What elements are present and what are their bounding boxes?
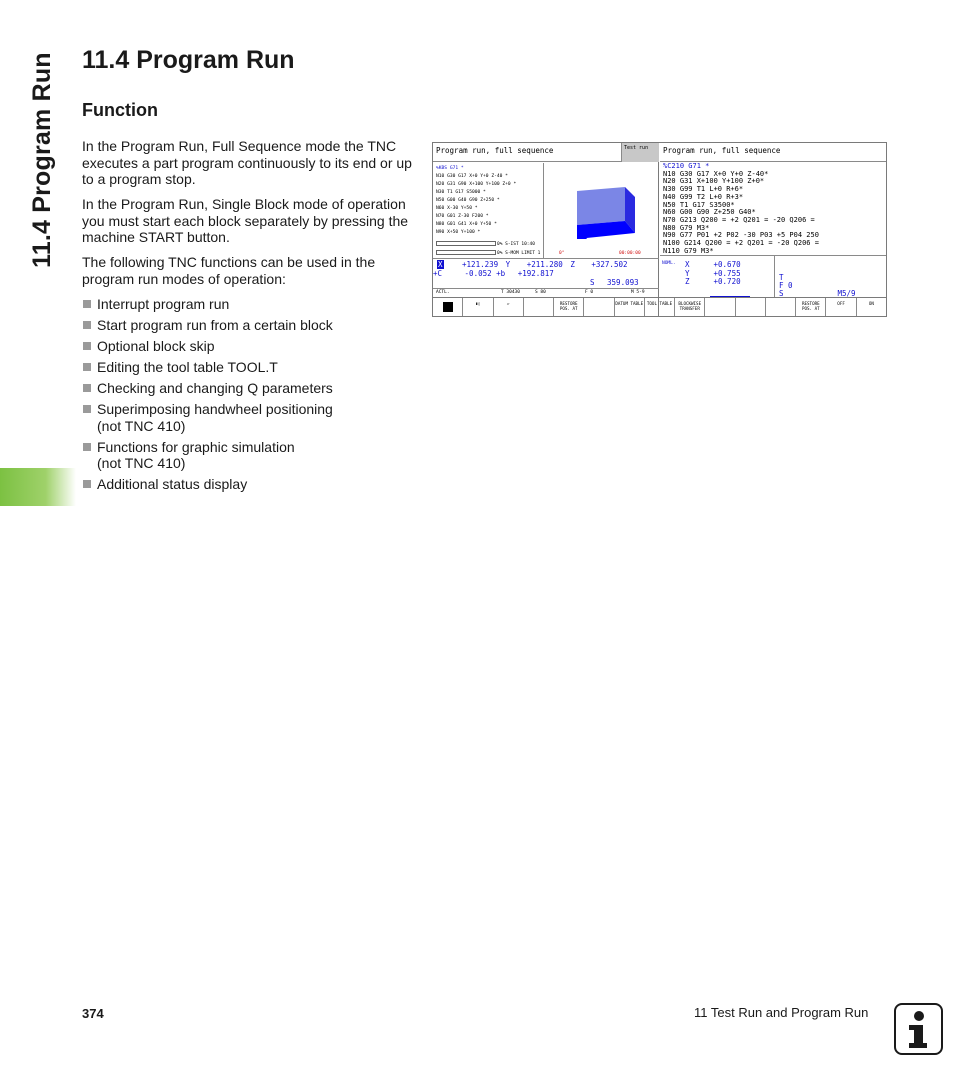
softkey-single-block[interactable] xyxy=(463,298,493,316)
pane-divider xyxy=(543,163,544,259)
position-display-row-2: +C -0.052 +b +192.817 xyxy=(433,269,554,278)
screen-right-pane xyxy=(660,143,886,316)
side-tab-accent-bar xyxy=(0,468,76,506)
function-list xyxy=(82,296,412,497)
paragraph-functions-intro: The following TNC functions can be used in the program run modes of operation: xyxy=(82,254,376,287)
softkey-empty[interactable] xyxy=(584,298,614,316)
softkey-block-skip[interactable] xyxy=(494,298,524,316)
list-item: Start program run from a certain block xyxy=(82,317,412,334)
softkey-bar xyxy=(433,297,886,316)
info-icon xyxy=(894,1003,943,1055)
feed-status: F 0 xyxy=(585,290,594,295)
softkey-on[interactable]: ON xyxy=(868,301,874,306)
bullet-square-icon xyxy=(83,300,91,308)
softkey-empty[interactable] xyxy=(524,298,554,316)
bullet-square-icon xyxy=(83,384,91,392)
bullet-square-icon xyxy=(83,342,91,350)
position-display: X +121.239 Y +211.280 Z +327.502 xyxy=(438,260,628,269)
softkey-empty[interactable] xyxy=(766,298,796,316)
bullet-square-icon xyxy=(83,443,91,451)
screen-title: Program run, full sequence xyxy=(660,143,886,162)
softkey-tool-table[interactable]: TOOL TABLE xyxy=(645,298,675,316)
list-item: Optional block skip xyxy=(82,338,412,355)
clock-readout: 00:00:00 xyxy=(619,251,641,256)
stop-icon xyxy=(443,302,453,312)
softkey-off[interactable]: OFF xyxy=(826,298,856,316)
tool-status-block: T F 0 S M5/9 xyxy=(779,273,856,298)
nominal-positions: X +0.670 Y +0.755 Z +0.720 xyxy=(685,260,741,286)
softkey-restore-pos-2[interactable]: RESTORE POS. AT xyxy=(796,298,826,316)
override-meter xyxy=(436,250,496,255)
spindle-position: S 359.093 xyxy=(590,278,639,287)
block-skip-icon: ▱ xyxy=(506,301,510,306)
softkey-restore-pos[interactable]: RESTORE POS. AT xyxy=(554,298,584,316)
list-item: Additional status display xyxy=(82,476,412,493)
tool-status: T 30430 xyxy=(501,290,520,295)
list-item: Interrupt program run xyxy=(82,296,412,313)
softkey-datum-table[interactable]: DATUM TABLE xyxy=(615,298,645,316)
angle-readout: 0° xyxy=(559,251,565,256)
tnc-screenshot xyxy=(432,142,887,317)
single-block-icon: ▮▯ xyxy=(475,301,481,306)
workpiece-graphic xyxy=(545,165,657,251)
screen-left-pane xyxy=(433,143,659,316)
spindle-status: S 80 xyxy=(535,290,546,295)
nominal-label: NOML. xyxy=(662,261,676,266)
actual-label: ACTL. xyxy=(436,290,450,295)
page-number: 374 xyxy=(82,1006,104,1021)
softkey-stop[interactable] xyxy=(433,298,463,316)
page-title: 11.4 Program Run xyxy=(82,46,295,74)
list-item: Functions for graphic simulation (not TNC 410) xyxy=(82,439,412,472)
chapter-footer: 11 Test Run and Program Run xyxy=(694,1005,869,1020)
program-listing: %C210 G71 * N10 G30 G17 X+0 Y+0 Z-40* N20 G31 X+100 Y+100 Z+0* N30 G99 T1 L+0 R+6* N40 G99 T2 L+0 R+3* N50 T1 G17 S3500* N60 G00 G90 Z+250 G40* N70 G213 Q200 = +2 Q201 = -20 Q206 = N80 G79 M3* N90 G77 P01 +2 P02 -30 P03 +5 P04 250 N100 G214 Q200 = +2 Q201 = -20 Q206 = N110 G79 M3* xyxy=(663,162,819,255)
bullet-square-icon xyxy=(83,480,91,488)
list-item: Superimposing handwheel positioning (not TNC 410) xyxy=(82,401,412,434)
softkey-empty[interactable] xyxy=(736,298,766,316)
bullet-square-icon xyxy=(83,405,91,413)
spindle-meter-label: 0% S-IST 10:40 xyxy=(497,242,535,247)
screen-title: Program run, full sequence Test run xyxy=(433,143,659,162)
test-run-badge: Test run xyxy=(621,143,659,162)
section-heading: Function xyxy=(82,100,158,120)
bullet-square-icon xyxy=(83,363,91,371)
bullet-square-icon xyxy=(83,321,91,329)
program-listing: %KBS G71 * N10 G30 G17 X+0 Y+0 Z-40 * N20 G31 G90 X+100 Y+100 Z+0 * N30 T1 G17 S5000 * N50 G00 G40 G90 Z+250 * N60 X-30 Y+50 * N70 G01 Z-30 F200 * N80 G01 G41 X+0 Y+50 * N90 X+50 Y+100 * xyxy=(436,166,517,235)
misc-function-status: M 5-9 xyxy=(631,290,645,295)
override-meter-label: 0% S-MOM LIMIT 1 xyxy=(497,251,541,256)
softkey-blockwise-transfer[interactable]: BLOCKWISE TRANSFER xyxy=(675,298,705,316)
list-item: Editing the tool table TOOL.T xyxy=(82,359,412,376)
list-item: Checking and changing Q parameters xyxy=(82,380,412,397)
side-tab-label: 11.4 Program Run xyxy=(28,52,56,268)
spindle-meter xyxy=(436,241,496,246)
softkey-empty[interactable] xyxy=(705,298,735,316)
paragraph-full-sequence: In the Program Run, Full Sequence mode the TNC executes a part program continuously to its end or up to a program stop. xyxy=(82,138,412,187)
side-tab xyxy=(0,0,76,1091)
paragraph-single-block: In the Program Run, Single Block mode of operation you must start each block separately by pressing the machine START button. xyxy=(82,196,409,245)
